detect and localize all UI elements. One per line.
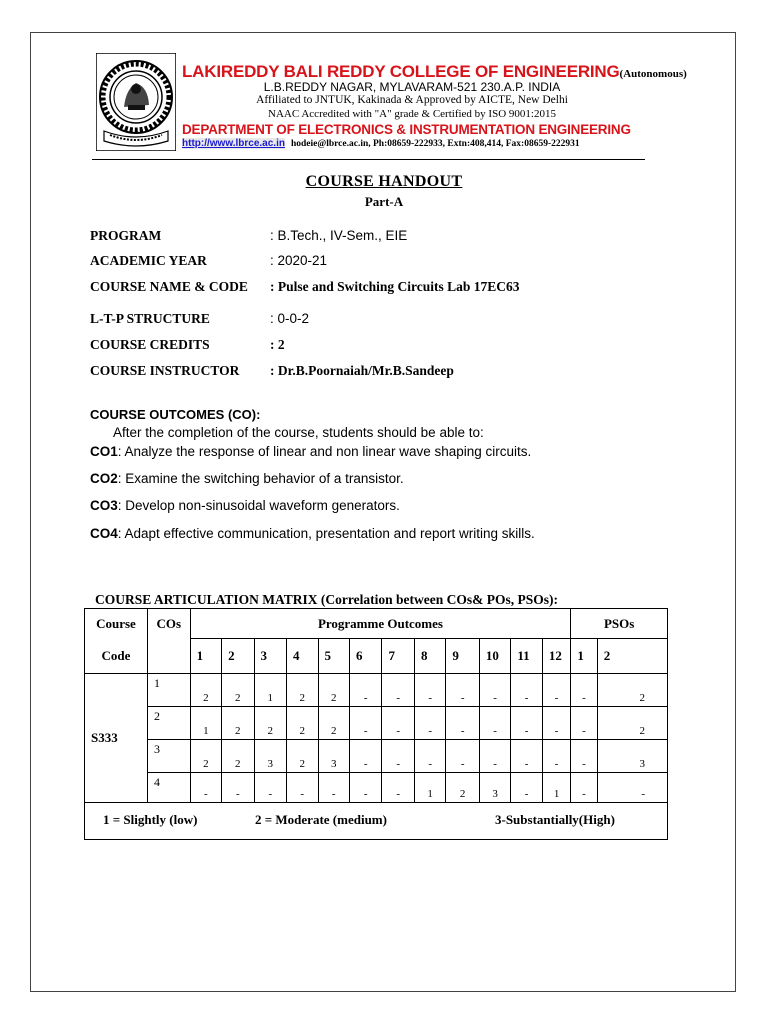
header-cos-blank [147,639,190,674]
affiliation-line: Affiliated to JNTUK, Kakinada & Approved by AICTE, New Delhi [256,94,568,106]
website-link[interactable]: http://www.lbrce.ac.in [182,138,285,149]
legend-cell [85,803,668,840]
matrix-value: - [382,707,414,740]
outcome-code: CO2 [90,471,118,486]
matrix-value: 1 [414,773,445,803]
po-number: 1 [190,639,221,674]
matrix-value: 2 [318,674,349,707]
department-name: DEPARTMENT OF ELECTRONICS & INSTRUMENTATION ENGINEERING [182,122,631,137]
matrix-value: - [597,773,667,803]
header-psos: PSOs [571,609,668,639]
matrix-value: 2 [287,674,318,707]
matrix-value: 2 [222,740,254,773]
info-value: : 2020-21 [270,253,328,268]
handout-title: COURSE HANDOUT [305,173,463,190]
naac-line: NAAC Accredited with "A" grade & Certified by ISO 9001:2015 [268,108,556,120]
college-logo-emblem [96,53,176,151]
legend-slight: 1 = Slightly (low) [103,812,198,827]
matrix-value: 1 [254,674,286,707]
matrix-value: - [446,740,480,773]
info-key: COURSE NAME & CODE [90,279,248,294]
matrix-value: - [542,740,570,773]
matrix-value: - [414,707,445,740]
info-key: COURSE CREDITS [90,337,210,352]
info-value: : B.Tech., IV-Sem., EIE [270,228,408,243]
outcome-text: : Examine the switching behavior of a transistor. [117,471,404,486]
po-number: 4 [287,639,318,674]
matrix-value: - [542,707,570,740]
info-value: : 2 [270,337,285,352]
matrix-value: 1 [542,773,570,803]
matrix-value: - [446,674,480,707]
matrix-value: - [571,773,597,803]
matrix-value: - [349,707,381,740]
po-number: 2 [222,639,254,674]
articulation-matrix [84,608,668,840]
info-key: L-T-P STRUCTURE [90,311,210,326]
info-key: PROGRAM [90,228,162,243]
po-number: 9 [446,639,480,674]
college-name: LAKIREDDY BALI REDDY COLLEGE OF ENGINEERING(Autonomous) [182,62,687,81]
info-key: COURSE INSTRUCTOR [90,363,240,378]
matrix-value: - [254,773,286,803]
po-number: 6 [349,639,381,674]
po-number: 8 [414,639,445,674]
matrix-value: 2 [190,674,221,707]
matrix-title: COURSE ARTICULATION MATRIX (Correlation between COs& POs, PSOs): [95,592,559,607]
header-course: Course [85,609,148,639]
header-code: Code [85,639,148,674]
legend-moderate: 2 = Moderate (medium) [255,812,387,827]
matrix-value: - [349,674,381,707]
po-number: 3 [254,639,286,674]
matrix-value: 3 [318,740,349,773]
outcome-text: : Adapt effective communication, presentation and report writing skills. [117,526,535,541]
co-label: 3 [147,740,190,773]
matrix-value: - [414,740,445,773]
header-programme-outcomes: Programme Outcomes [190,609,571,639]
matrix-value: - [318,773,349,803]
matrix-value: - [414,674,445,707]
matrix-value: - [571,740,597,773]
matrix-row-co4 [85,773,668,803]
outcome-code: CO3 [90,498,118,513]
pso-number: 1 [571,639,597,674]
matrix-value: - [511,740,542,773]
outcome-item [90,526,535,541]
matrix-value: - [190,773,221,803]
matrix-value: 2 [287,707,318,740]
contact-info: hodeie@lbrce.ac.in, Ph:08659-222933, Extn:408,414, Fax:08659-222931 [290,139,580,149]
po-number: 12 [542,639,570,674]
letterhead [96,53,687,153]
handout-part: Part-A [364,194,404,209]
co-label: 2 [147,707,190,740]
matrix-value: - [511,674,542,707]
matrix-value: - [382,740,414,773]
outcomes-heading: COURSE OUTCOMES (CO): [90,407,261,422]
outcomes-intro: After the completion of the course, students should be able to: [113,425,484,440]
matrix-value: - [571,707,597,740]
matrix-value: 2 [446,773,480,803]
outcome-text: : Develop non-sinusoidal waveform generators. [117,498,400,513]
outcome-code: CO4 [90,526,118,541]
info-key: ACADEMIC YEAR [90,253,207,268]
matrix-value: 3 [254,740,286,773]
header-cos: COs [147,609,190,639]
co-label: 4 [147,773,190,803]
matrix-value: 2 [254,707,286,740]
outcome-item [90,498,400,513]
co-label: 1 [147,674,190,707]
matrix-value: - [571,674,597,707]
matrix-value: - [479,707,510,740]
college-address: L.B.REDDY NAGAR, MYLAVARAM-521 230.A.P. INDIA [263,80,561,94]
outcome-item [90,471,404,486]
info-value: : 0-0-2 [270,311,310,326]
matrix-value: - [382,674,414,707]
autonomous-label: (Autonomous) [619,68,687,80]
info-value: : Pulse and Switching Circuits Lab 17EC63 [270,279,520,294]
matrix-value: 2 [597,674,667,707]
matrix-value: 2 [222,674,254,707]
po-number: 5 [318,639,349,674]
matrix-value: - [222,773,254,803]
matrix-value: 2 [597,707,667,740]
matrix-row-co2 [85,707,668,740]
matrix-value: 2 [318,707,349,740]
po-number: 7 [382,639,414,674]
matrix-value: - [479,674,510,707]
matrix-value: 1 [190,707,221,740]
letterhead-divider [92,159,645,160]
matrix-value: 3 [597,740,667,773]
pso-number: 2 [597,639,667,674]
matrix-value: - [511,707,542,740]
matrix-number-row [85,639,668,674]
matrix-value: - [287,773,318,803]
matrix-legend-row [85,803,668,840]
info-value: : Dr.B.Poornaiah/Mr.B.Sandeep [270,363,454,378]
matrix-row-co3 [85,740,668,773]
contact-row [182,138,580,149]
matrix-value: - [542,674,570,707]
outcome-text: : Analyze the response of linear and non linear wave shaping circuits. [117,444,532,459]
matrix-value: - [349,740,381,773]
matrix-row-co1 [85,674,668,707]
outcome-item [90,444,531,459]
matrix-value: 2 [190,740,221,773]
po-number: 11 [511,639,542,674]
matrix-value: - [479,740,510,773]
po-number: 10 [479,639,510,674]
matrix-value: 2 [222,707,254,740]
matrix-value: - [349,773,381,803]
matrix-header-row [85,609,668,639]
legend-substantial: 3-Substantially(High) [495,812,615,827]
course-code-cell: S333 [85,674,148,803]
matrix-value: - [446,707,480,740]
matrix-value: 2 [287,740,318,773]
matrix-value: 3 [479,773,510,803]
outcome-code: CO1 [90,444,118,459]
matrix-value: - [511,773,542,803]
matrix-value: - [382,773,414,803]
